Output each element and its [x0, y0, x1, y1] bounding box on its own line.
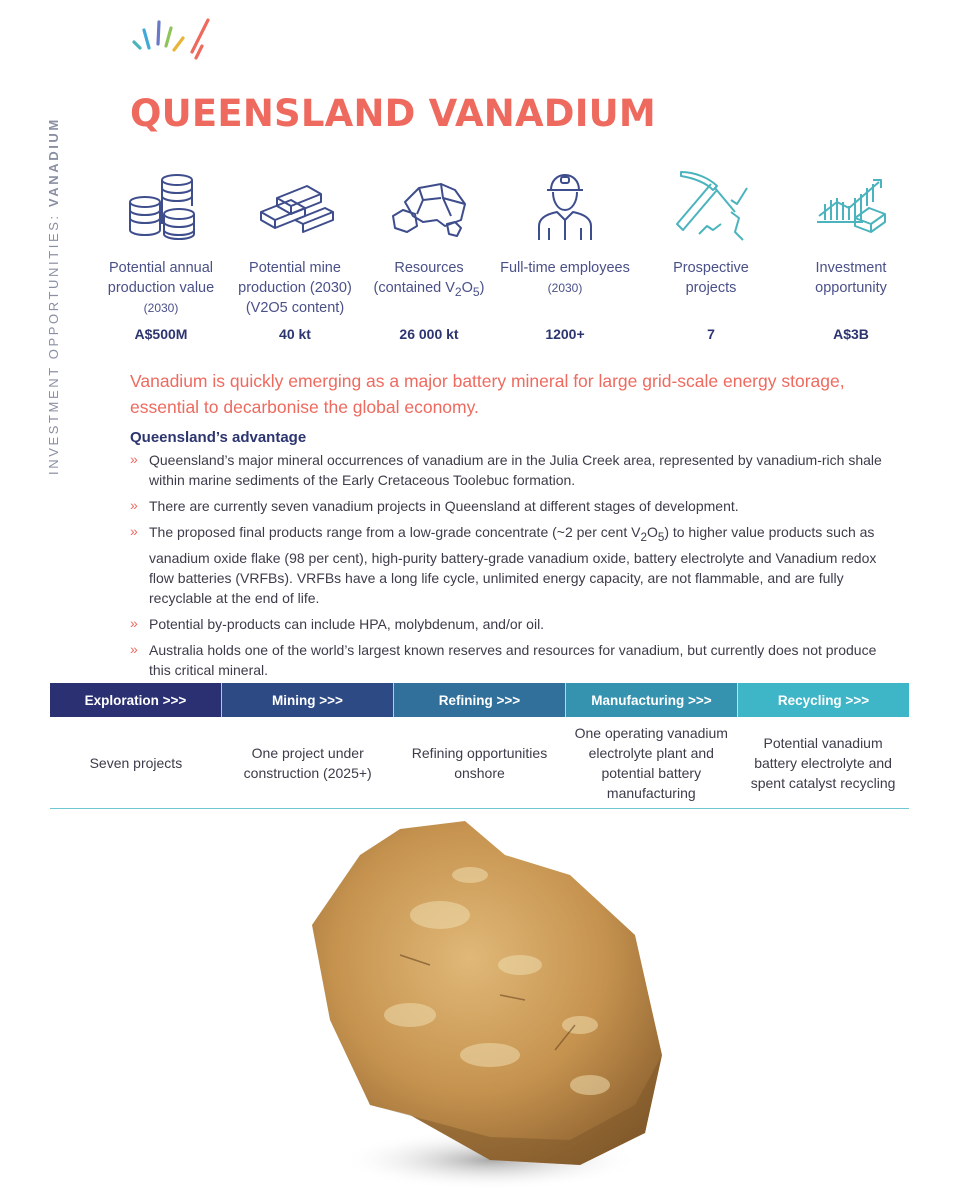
- pickaxe-icon: [671, 168, 751, 242]
- intro-statement: Vanadium is quickly emerging as a major battery mineral for large grid-scale energy storage, essential to decarbonise the global economy.: [130, 371, 845, 417]
- advantage-list: [130, 450, 890, 686]
- list-item: » Australia holds one of the world’s largest known reserves and resources for vanadium, but currently does not produce this critical mineral.: [130, 640, 877, 678]
- stat-value: 1200+: [545, 326, 585, 342]
- chevron-right-icon: »: [130, 640, 138, 657]
- advantage-heading: Queensland’s advantage: [130, 429, 307, 446]
- list-item: » The proposed final products range from a low-grade concentrate (~2 per cent $V_2O_5$) to higher value products such as vanadium oxide flake (98 per cent), high-purity battery-grade vanadium oxide, battery electrolyte and Vanadium redox flow batteries (VRFBs). VRFBs have a long life cycle, unlimited energy capacity, are not flammable, and are fully recyclable at the end of life.: [130, 523, 877, 606]
- stat-value: A$3B: [833, 326, 869, 342]
- side-label-prefix: INVESTMENT OPPORTUNITIES:: [46, 213, 61, 475]
- vanadium-shale-rock-image: [290, 815, 680, 1195]
- chain-stage-manufacturing: Manufacturing >>>: [566, 683, 738, 717]
- chain-detail-manufacturing: One operating vanadium electrolyte plant and potential battery manufacturing: [574, 724, 728, 801]
- chevron-right-icon: »: [130, 614, 138, 631]
- section-side-label: [46, 117, 61, 475]
- stat-label: Resources (contained $V_2O_5$): [373, 260, 485, 299]
- stat-label: Full-time employees (2030): [500, 260, 630, 295]
- stat-label: Potential mine production (2030) (V2O5 content): [238, 260, 352, 316]
- stat-production-value: [96, 168, 226, 342]
- brand-logo: [128, 14, 218, 66]
- list-item: » There are currently seven vanadium projects in Queensland at different stages of development.: [130, 497, 739, 514]
- stat-value: 40 kt: [279, 326, 311, 342]
- value-chain-details: [50, 717, 909, 809]
- stat-mine-production: [230, 168, 360, 342]
- stat-employees: [500, 168, 630, 342]
- chain-detail-mining: One project under construction (2025+): [243, 744, 372, 781]
- chevron-right-icon: »: [130, 523, 138, 539]
- stat-label: Prospective projects: [673, 260, 749, 296]
- chevron-right-icon: »: [130, 497, 138, 513]
- chain-stage-mining: Mining >>>: [222, 683, 394, 717]
- chain-detail-refining: Refining opportunities onshore: [411, 744, 548, 781]
- page-title: QUEENSLAND VANADIUM: [130, 92, 656, 135]
- chain-stage-refining: Refining >>>: [394, 683, 566, 717]
- chain-detail-recycling: Potential vanadium battery electrolyte and spent catalyst recycling: [750, 734, 896, 791]
- ore-rocks-icon: [389, 168, 469, 242]
- metal-bars-icon: [255, 168, 335, 242]
- stat-value: 7: [707, 326, 715, 342]
- miner-worker-icon: [525, 168, 605, 242]
- stat-resources: [364, 168, 494, 342]
- stat-value: A$500M: [134, 326, 188, 342]
- list-item: » Queensland’s major mineral occurrences of vanadium are in the Julia Creek area, represented by vanadium-rich shale within marine sediments of the Early Cretaceous Toolebuc formation.: [130, 451, 882, 488]
- stat-value: 26 000 kt: [399, 326, 459, 342]
- stat-investment: [786, 168, 916, 342]
- chevron-right-icon: »: [130, 451, 138, 467]
- chain-stage-exploration: Exploration >>>: [50, 683, 222, 717]
- stat-projects: [646, 168, 776, 342]
- value-chain-header: [50, 683, 909, 717]
- investment-chart-icon: [811, 168, 891, 242]
- stat-label: Investment opportunity: [815, 260, 887, 296]
- chain-stage-recycling: Recycling >>>: [738, 683, 909, 717]
- stat-label: Potential annual production value (2030): [107, 260, 215, 315]
- list-item: » Potential by-products can include HPA, molybdenum, and/or oil.: [130, 614, 545, 632]
- coins-stack-icon: [121, 168, 201, 242]
- side-label-topic: VANADIUM: [46, 117, 61, 208]
- key-stats: [96, 168, 904, 358]
- chain-detail-exploration: Seven projects: [89, 754, 183, 771]
